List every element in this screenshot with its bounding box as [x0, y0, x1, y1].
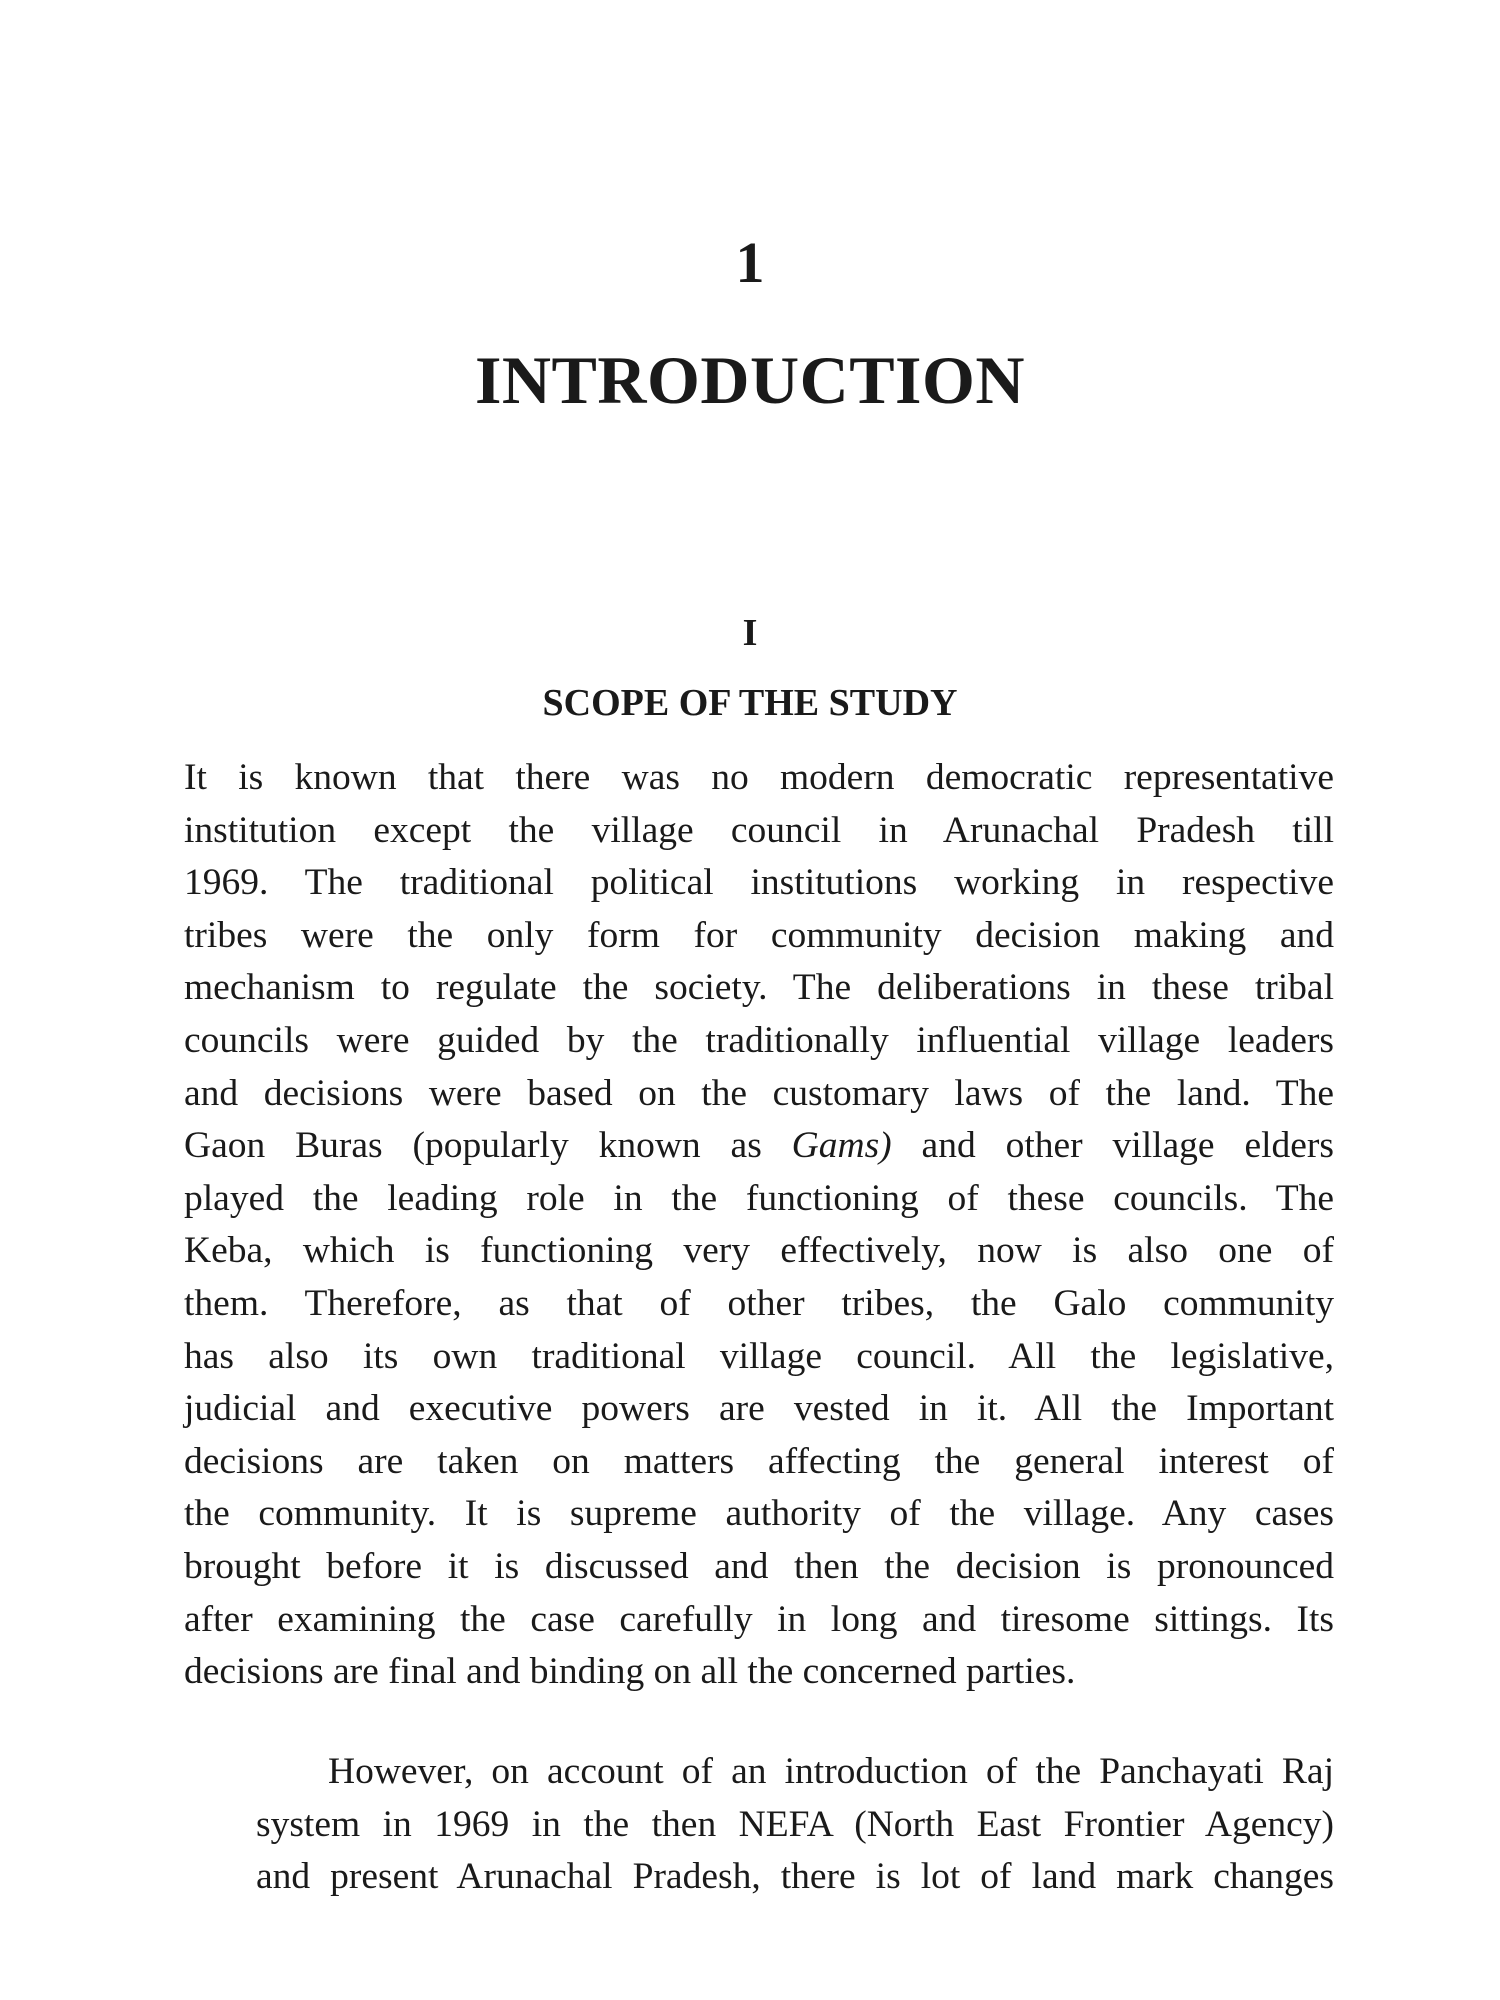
text-line: the community. It is supreme authority of the village. Any cases: [184, 1493, 1334, 1535]
italic-term-gams: Gams): [791, 1125, 892, 1167]
text-line: 1969. The traditional political institutions working in respective: [184, 862, 1334, 904]
text-line: However, on account of an introduction of the Panchayati Raj: [328, 1751, 1334, 1792]
chapter-number: 1: [735, 230, 765, 295]
text-line: It is known that there was no modern democratic representative: [184, 757, 1334, 798]
text-line-with-italic: [184, 1120, 1334, 1173]
text-line: after examining the case carefully in long and tiresome sittings. Its: [184, 1598, 1334, 1640]
text-segment: Gaon Buras (popularly known as: [184, 1125, 792, 1167]
text-line: played the leading role in the functioning of these councils. The: [184, 1177, 1334, 1219]
text-line: mechanism to regulate the society. The deliberations in these tribal: [184, 967, 1334, 1009]
text-line: judicial and executive powers are vested in it. All the Important: [184, 1388, 1334, 1430]
text-line: brought before it is discussed and then the decision is pronounced: [184, 1545, 1334, 1587]
paragraph-scope-2: [184, 1746, 1334, 1904]
text-line: Keba, which is functioning very effectively, now is also one of: [184, 1230, 1334, 1272]
text-segment: and other village elders: [891, 1125, 1334, 1167]
text-line: tribes were the only form for community decision making and: [184, 914, 1334, 956]
text-line: them. Therefore, as that of other tribes, the Galo community: [184, 1282, 1334, 1324]
text-line: institution except the village council in Arunachal Pradesh till: [184, 809, 1334, 851]
text-line: and present Arunachal Pradesh, there is lot of land mark changes: [256, 1856, 1334, 1898]
text-line: and decisions were based on the customary laws of the land. The: [184, 1072, 1334, 1114]
text-line: councils were guided by the traditionally influential village leaders: [184, 1019, 1334, 1061]
section-title: SCOPE OF THE STUDY: [542, 682, 958, 724]
text-line: decisions are taken on matters affecting the general interest of: [184, 1440, 1334, 1482]
text-line: system in 1969 in the then NEFA (North East Frontier Agency): [256, 1803, 1334, 1845]
chapter-title: INTRODUCTION: [474, 342, 1026, 418]
text-line: decisions are final and binding on all the concerned parties.: [184, 1651, 1076, 1693]
paragraph-scope-1: [184, 752, 1334, 1699]
text-line: has also its own traditional village council. All the legislative,: [184, 1335, 1334, 1377]
section-number: I: [742, 612, 758, 654]
